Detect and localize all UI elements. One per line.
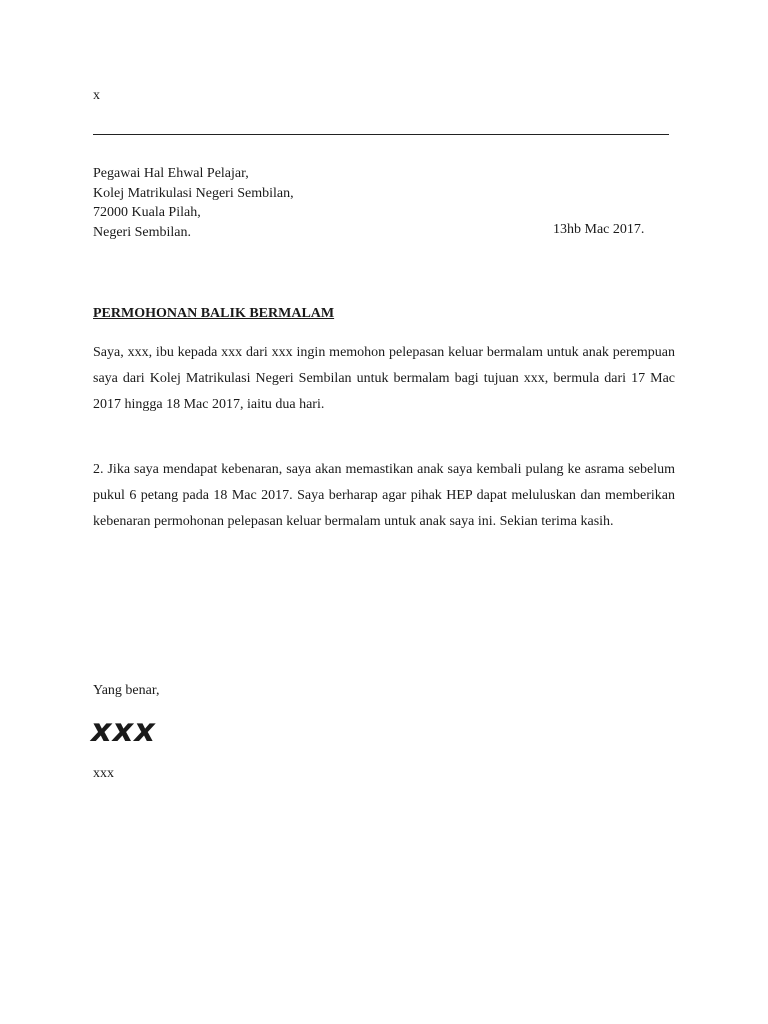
recipient-line-4: Negeri Sembilan. bbox=[93, 224, 191, 240]
recipient-address bbox=[93, 164, 294, 242]
recipient-line-3: 72000 Kuala Pilah, bbox=[93, 205, 201, 220]
body-paragraph-1: Saya, xxx, ibu kepada xxx dari xxx ingin memohon pelepasan keluar bermalam untuk anak perempuan saya dari Kolej Matrikulasi Negeri Sembilan untuk bermalam bagi tujuan xxx, bermula dari 17 Mac 2017 hingga 18 Mac 2017, iaitu dua hari. bbox=[93, 345, 675, 412]
signer-name: xxx bbox=[93, 766, 114, 781]
closing-salutation: Yang benar, bbox=[93, 683, 160, 698]
signature: xxx bbox=[91, 711, 156, 749]
recipient-line-2: Kolej Matrikulasi Negeri Sembilan, bbox=[93, 185, 294, 201]
recipient-line-1: Pegawai Hal Ehwal Pelajar, bbox=[93, 166, 249, 181]
letter-date: 13hb Mac 2017. bbox=[553, 222, 645, 237]
header-divider bbox=[93, 134, 669, 135]
sender-line: x bbox=[93, 88, 100, 103]
body-paragraph-2: 2. Jika saya mendapat kebenaran, saya akan memastikan anak saya kembali pulang ke asrama sebelum pukul 6 petang pada 18 Mac 2017. Saya berharap agar pihak HEP dapat meluluskan dan memberikan kebenaran permohonan pelepasan keluar bermalam untuk anak saya ini. Sekian terima kasih. bbox=[93, 462, 675, 529]
letter-subject: PERMOHONAN BALIK BERMALAM bbox=[93, 306, 335, 321]
